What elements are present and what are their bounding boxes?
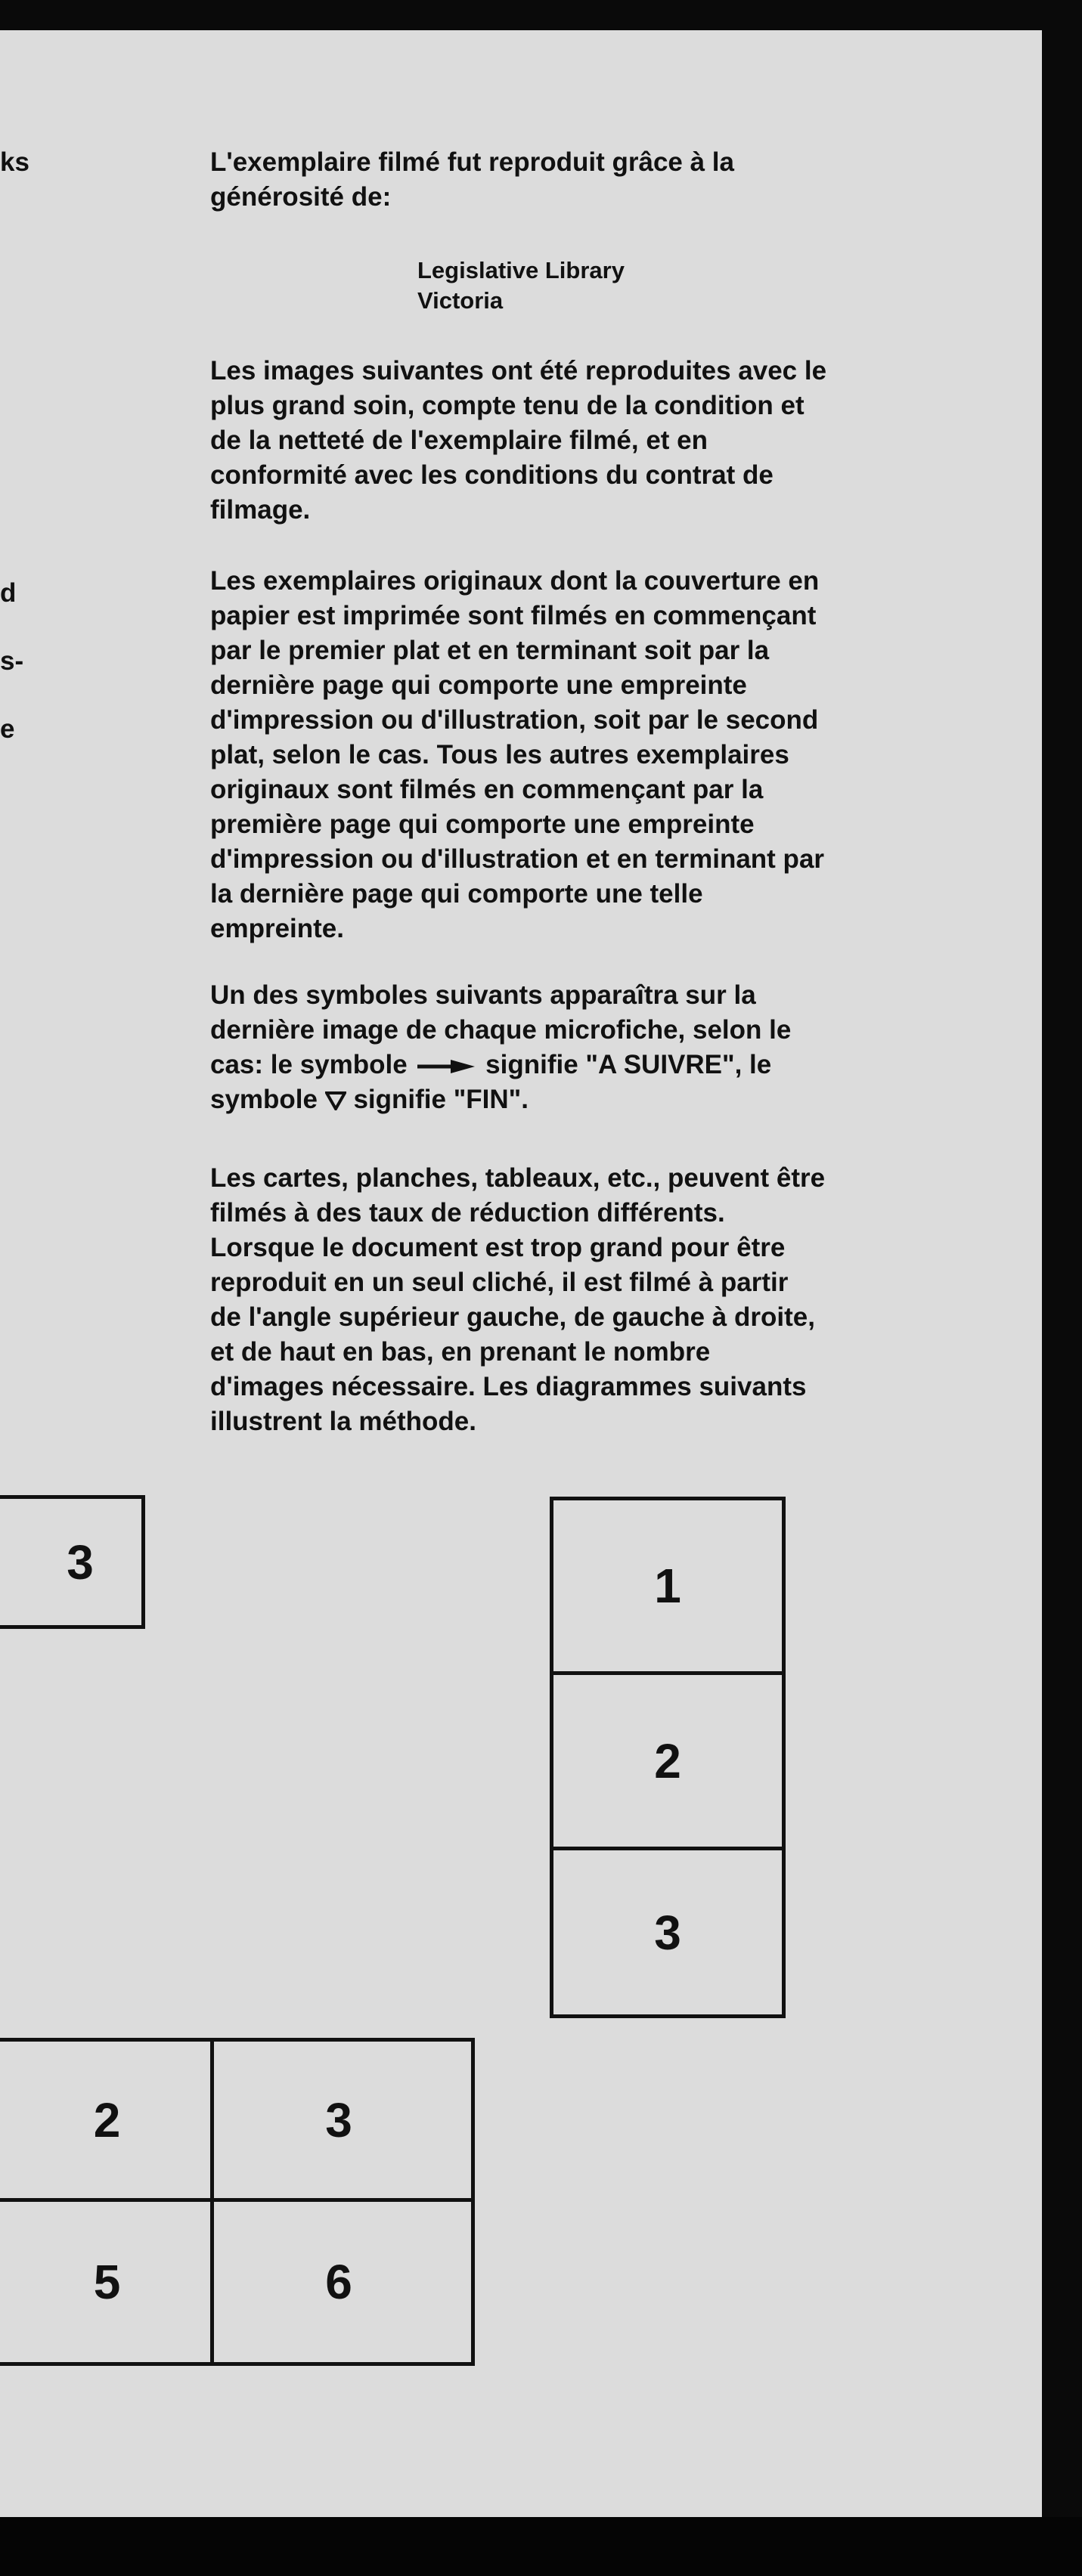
p4-line: Les cartes, planches, tableaux, etc., peuvent être: [210, 1163, 826, 1193]
diagram-cell: 2: [93, 2092, 121, 2147]
intro-line-2: générosité de:: [210, 182, 392, 212]
p3-line-3-end: signifie "A SUIVRE", le: [485, 1050, 772, 1079]
p1-line: filmage.: [210, 495, 311, 525]
p1-line: Les images suivantes ont été reproduites avec le: [210, 356, 827, 385]
arrow-right-icon: [414, 1058, 478, 1075]
p3-line-4-end: signifie "FIN".: [353, 1085, 529, 1114]
diagram-cell: 3: [654, 1905, 681, 1960]
diagram-cell: 2: [654, 1733, 681, 1788]
p4-line: d'images nécessaire. Les diagrammes suivants: [210, 1372, 807, 1401]
p3-line-1: Un des symboles suivants apparaîtra sur la: [210, 980, 756, 1010]
p2-line: d'impression ou d'illustration, soit par le second: [210, 705, 819, 735]
p3-line-4: [210, 1082, 791, 1117]
left-fragment-4: e: [0, 714, 15, 744]
left-fragment-2: d: [0, 578, 17, 608]
p4-line: de l'angle supérieur gauche, de gauche à droite,: [210, 1302, 815, 1332]
diagram-cell: 3: [325, 2092, 352, 2147]
paragraph-symbols: [210, 978, 791, 1117]
p2-line: première page qui comporte une empreinte: [210, 810, 755, 839]
paragraph-originals: [210, 564, 824, 946]
p4-line: reproduit en un seul cliché, il est filmé à partir: [210, 1268, 789, 1297]
scanned-page: [0, 30, 1042, 2517]
diagram-cell: 5: [93, 2255, 121, 2309]
p3-line-2: dernière image de chaque microfiche, selon le: [210, 1015, 792, 1045]
p2-line: la dernière page qui comporte une telle: [210, 879, 703, 909]
p3-line-3-start: cas: le symbole: [210, 1050, 408, 1079]
p1-line: de la netteté de l'exemplaire filmé, et en: [210, 426, 708, 455]
intro-heading: [210, 145, 734, 215]
p4-line: illustrent la méthode.: [210, 1407, 476, 1436]
diagram-cell: 3: [67, 1534, 94, 1590]
paragraph-maps: [210, 1161, 825, 1439]
p4-line: Lorsque le document est trop grand pour être: [210, 1233, 786, 1262]
p3-line-4-start: symbole: [210, 1085, 318, 1114]
diagram-vertical: [550, 1497, 786, 2018]
p3-line-3: [210, 1048, 791, 1082]
film-border: [0, 2517, 1082, 2576]
p2-line: originaux sont filmés en commençant par la: [210, 775, 764, 804]
p2-line: Les exemplaires originaux dont la couverture en: [210, 566, 820, 596]
diagram-cell: 6: [325, 2255, 352, 2309]
library-city: Victoria: [417, 287, 504, 314]
diagram-horizontal-partial: [0, 1495, 145, 1629]
p2-line: empreinte.: [210, 914, 344, 943]
left-fragment-3: s-: [0, 646, 24, 676]
paragraph-condition: [210, 354, 826, 528]
diagram-grid-partial: [0, 2038, 475, 2366]
left-fragment-1: ks: [0, 147, 29, 177]
p4-line: filmés à des taux de réduction différents.: [210, 1198, 725, 1228]
p1-line: plus grand soin, compte tenu de la condition et: [210, 391, 805, 420]
diagram-cell: 1: [654, 1559, 681, 1613]
p1-line: conformité avec les conditions du contrat de: [210, 460, 774, 490]
library-block: [417, 255, 625, 316]
p2-line: papier est imprimée sont filmés en commençant: [210, 601, 817, 630]
p2-line: plat, selon le cas. Tous les autres exemplaires: [210, 740, 789, 769]
p2-line: d'impression ou d'illustration et en terminant par: [210, 844, 825, 874]
p4-line: et de haut en bas, en prenant le nombre: [210, 1337, 711, 1367]
triangle-down-icon: [325, 1091, 346, 1110]
p2-line: par le premier plat et en terminant soit par la: [210, 636, 770, 665]
p2-line: dernière page qui comporte une empreinte: [210, 670, 747, 700]
library-name: Legislative Library: [417, 257, 625, 283]
intro-line-1: L'exemplaire filmé fut reproduit grâce à la: [210, 147, 734, 177]
